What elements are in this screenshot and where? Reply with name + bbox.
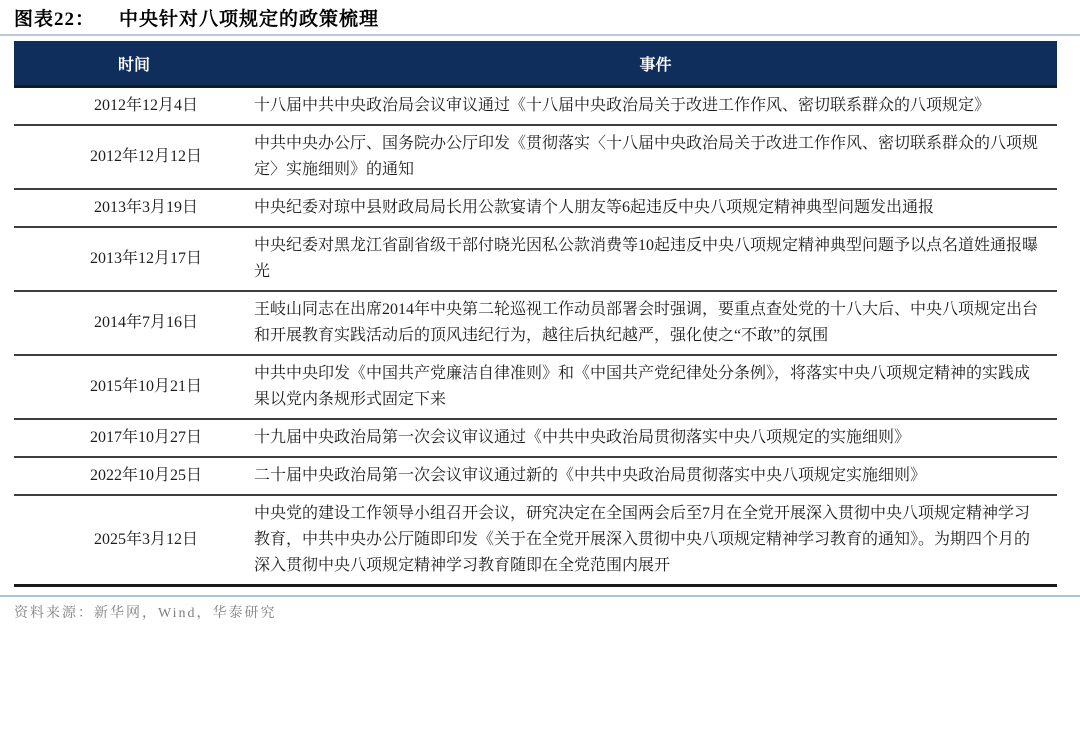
- table-row: [14, 124, 1057, 188]
- table-row: [14, 226, 1057, 290]
- time-cell: 2012年12月4日: [93, 97, 198, 114]
- time-cell: 2013年12月17日: [89, 250, 202, 267]
- figure-title: [14, 8, 1080, 32]
- event-cell: 王岐山同志在出席2014年中央第二轮巡视工作动员部署会时强调，要重点查处党的十八大后、中央八项规定出台和开展教育实践活动后的顶风违纪行为，越往后执纪越严，强化使之“不敢”的氛围: [254, 301, 1039, 344]
- table-row: [14, 494, 1057, 584]
- event-cell: 十八届中共中央政治局会议审议通过《十八届中央政治局关于改进工作作风、密切联系群众的八项规定》: [254, 97, 991, 114]
- event-cell: 中共中央办公厅、国务院办公厅印发《贯彻落实〈十八届中央政治局关于改进工作作风、密切联系群众的八项规定〉实施细则》的通知: [254, 135, 1039, 178]
- time-cell: 2015年10月21日: [89, 378, 202, 395]
- time-cell: 2014年7月16日: [93, 314, 198, 331]
- table-row: [14, 290, 1057, 354]
- table-row: [14, 354, 1057, 418]
- table-row: [14, 418, 1057, 456]
- figure-title-text: 中央针对八项规定的政策梳理: [119, 9, 380, 30]
- event-cell: 中央党的建设工作领导小组召开会议，研究决定在全国两会后至7月在全党开展深入贯彻中央八项规定精神学习教育，中共中央办公厅随即印发《关于在全党开展深入贯彻中央八项规定精神学习教育的通知》。为期四个月的深入贯彻中央八项规定精神学习教育随即在全党范围内展开: [254, 505, 1031, 574]
- event-cell: 中共中央印发《中国共产党廉洁自律准则》和《中国共产党纪律处分条例》，将落实中央八项规定精神的实践成果以党内条规形式固定下来: [254, 365, 1031, 408]
- event-cell: 十九届中央政治局第一次会议审议通过《中共中央政治局贯彻落实中央八项规定的实施细则》: [254, 429, 911, 446]
- time-cell: 2012年12月12日: [89, 148, 202, 165]
- source-note: 资料来源：新华网，Wind，华泰研究: [14, 606, 277, 621]
- time-cell: 2022年10月25日: [89, 467, 202, 484]
- table-body: [14, 88, 1057, 584]
- footer-divider: [0, 595, 1080, 597]
- title-divider: [0, 34, 1080, 36]
- time-cell: 2017年10月27日: [89, 429, 202, 446]
- table-row: [14, 188, 1057, 226]
- event-cell: 中央纪委对琼中县财政局局长用公款宴请个人朋友等6起违反中央八项规定精神典型问题发出通报: [254, 199, 935, 216]
- column-header-event: 事件: [639, 56, 672, 74]
- column-header-time: 时间: [117, 56, 150, 74]
- time-cell: 2013年3月19日: [93, 199, 198, 216]
- event-cell: 中央纪委对黑龙江省副省级干部付晓光因私公款消费等10起违反中央八项规定精神典型问题予以点名道姓通报曝光: [254, 237, 1039, 280]
- table-row: [14, 88, 1057, 124]
- time-cell: 2025年3月12日: [93, 531, 198, 548]
- event-cell: 二十届中央政治局第一次会议审议通过新的《中共中央政治局贯彻落实中央八项规定实施细则》: [254, 467, 927, 484]
- policy-table: [14, 41, 1057, 587]
- table-row: [14, 456, 1057, 494]
- table-header-row: [14, 41, 1057, 88]
- figure-label: 图表22：: [14, 9, 96, 30]
